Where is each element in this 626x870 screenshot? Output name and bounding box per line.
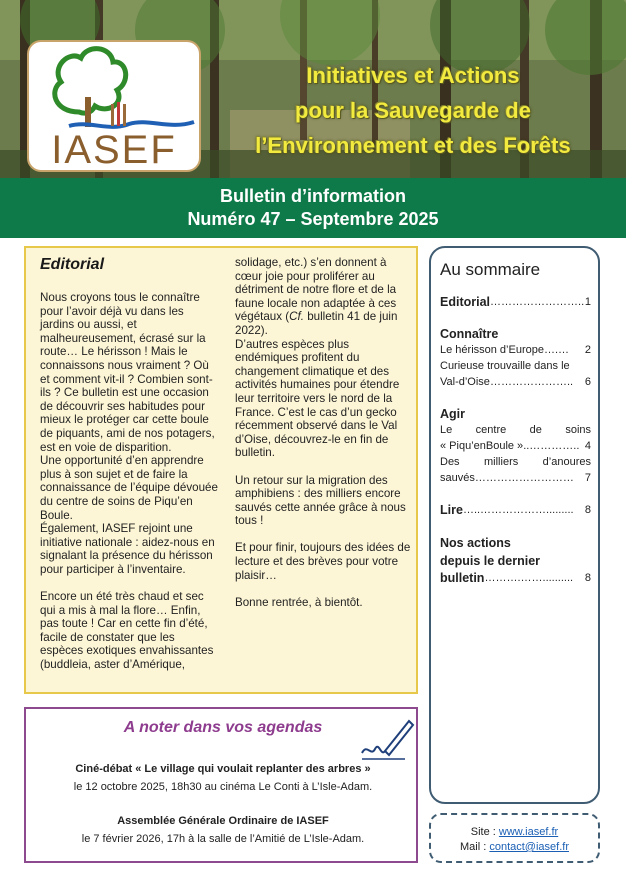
editorial-paragraph: solidage, etc.) s’en donnent à cœur joie pour proliférer au détriment de notre flore et de la faune locale non adaptée à ces végétaux (Cf. bulletin 41 de juin 2022). <box>235 256 398 337</box>
editorial-column-2 <box>235 256 415 609</box>
toc-section-connaitre: Connaître <box>440 327 499 341</box>
toc-entry-trouvaille[interactable]: Curieuse trouvaille dans le Val-d’Oise ………………….. 6 <box>440 360 591 388</box>
toc-title: Au sommaire <box>440 260 541 279</box>
header-banner-image <box>0 0 626 178</box>
event-1-detail: le 12 octobre 2025, 18h30 au cinéma Le Conti à L’Isle-Adam. <box>73 781 373 793</box>
toc-entry-centre-soins[interactable]: Le centre de soins « Piqu’enBoule » ..………….. 4 <box>440 424 591 452</box>
event-1-title: Ciné-débat « Le village qui voulait replanter des arbres » <box>75 763 371 775</box>
table-of-contents <box>429 246 600 804</box>
editorial-paragraph: Une opportunité d’en apprendre plus à son sujet et de faire la connaissance de l’équipe dévouée du centre de soins de Piqu’en Boule. <box>40 454 218 522</box>
pen-writing-icon <box>357 713 417 763</box>
agenda-box <box>24 707 418 863</box>
editorial-paragraph: Encore un été très chaud et sec qui a mis à mal la flore… Enfin, pas toute ! Car en cette fin d’été, facile de constater que les espèces exotiques envahissantes (buddleia, aster d’Amérique, <box>40 590 214 672</box>
bulletin-banner <box>0 178 626 238</box>
editorial-paragraph: Bonne rentrée, à bientôt. <box>235 595 363 609</box>
title-line-1: Initiatives et Actions <box>306 63 520 88</box>
editorial-title: Editorial <box>40 256 105 273</box>
toc-entry-lire[interactable]: Lire …..………………......... 8 <box>440 503 591 517</box>
toc-body <box>440 294 591 586</box>
iasef-logo <box>27 40 201 172</box>
site-line: Site : www.iasef.fr <box>470 826 559 838</box>
website-link[interactable]: www.iasef.fr <box>498 826 559 838</box>
editorial-box <box>24 246 418 694</box>
tree-logo-icon <box>29 42 199 132</box>
editorial-paragraph: Également, IASEF rejoint une initiative nationale : aidez-nous en signalant la présence du hérisson pour participer à l’inventaire. <box>40 522 215 576</box>
agenda-title: A noter dans vos agendas <box>123 719 323 736</box>
contact-box <box>429 813 600 863</box>
toc-entry-nos-actions[interactable]: Nos actions depuis le dernier bulletin ……….…….......... 8 <box>440 536 591 585</box>
mail-line: Mail : contact@iasef.fr <box>460 841 569 853</box>
editorial-column-1 <box>40 291 218 672</box>
event-2-title: Assemblée Générale Ordinaire de IASEF <box>117 815 329 827</box>
page-title <box>200 58 626 163</box>
toc-entry-herisson[interactable]: Le hérisson d’Europe ….… 2 <box>440 344 591 356</box>
toc-entry-editorial[interactable]: Editorial …………………….. 1 <box>440 295 591 309</box>
toc-section-agir: Agir <box>440 407 465 421</box>
editorial-paragraph: Nous croyons tous le connaître pour l’avoir déjà vu dans les jardins ou aussi, et malheureusement, écrasé sur la route… Le hérisson ! Mais le connaissons nous vraiment ? Où et comment vit-il ? Combien sont-ils ? Ce bulletin est une occasion de découvrir ses habitudes pour mieux le protéger car cette boule de piquants, ami de nos potagers, est en voie de disparition. <box>40 291 215 454</box>
title-line-2: pour la Sauvegarde de <box>295 98 531 123</box>
editorial-paragraph: Un retour sur la migration des amphibiens : des milliers encore sauvés cette année grâce à nous tous ! <box>235 473 406 528</box>
editorial-paragraph: Et pour finir, toujours des idées de lecture et des brèves pour votre plaisir… <box>235 541 411 582</box>
editorial-paragraph: D’autres espèces plus endémiques profitent du changement climatique et des activités humaines pour étendre leur territoire vers le nord de la France. C’est le cas d’un gecko récemment observé dans le Val d’Oise, découvrez-le en fin de bulletin. <box>235 337 400 460</box>
cf-abbrev: Cf. <box>289 310 304 324</box>
email-link[interactable]: contact@iasef.fr <box>489 841 569 853</box>
event-2-detail: le 7 février 2026, 17h à la salle de l’Amitié de L’Isle-Adam. <box>81 833 365 845</box>
issue-number: Numéro 47 – Septembre 2025 <box>187 209 439 229</box>
logo-text: IASEF <box>51 128 177 172</box>
bulletin-label: Bulletin d’information <box>220 186 406 206</box>
title-line-3: l’Environnement et des Forêts <box>255 133 571 158</box>
toc-entry-anoures[interactable]: Des milliers d’anoures sauvés ……………………… 7 <box>440 456 591 484</box>
